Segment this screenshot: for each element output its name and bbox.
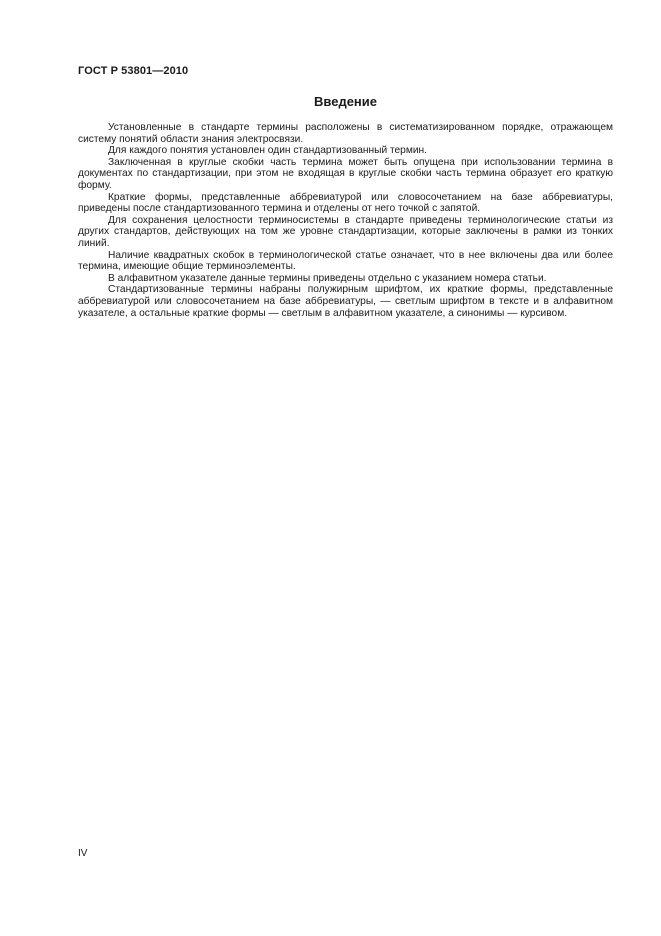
paragraph: В алфавитном указателе данные термины приведены отдельно с указанием номера статьи. <box>108 272 547 284</box>
paragraph: Наличие квадратных скобок в терминологической статье означает, что в нее включены два или более термина, имеющие общие терминоэлементы. <box>78 249 613 273</box>
paragraph: Установленные в стандарте термины расположены в систематизированном порядке, отражающем систему понятий области знания электросвязи. <box>78 122 613 145</box>
section-title: Введение <box>314 94 377 109</box>
paragraph: Стандартизованные термины набраны полужирным шрифтом, их краткие формы, представленные аббревиатурой или словосочетанием на базе аббревиатуры, — светлым шрифтом в тексте и в алфавитном указателе, а остальные краткие формы — светлым в алфавитном указателе, а синонимы — курсивом. <box>78 284 613 319</box>
paragraph: Заключенная в круглые скобки часть термина может быть опущена при использовании термина в документах по стандартизации, при этом не входящая в круглые скобки часть термина образует его краткую форму. <box>78 156 613 191</box>
paragraph: Краткие формы, представленные аббревиатурой или словосочетанием на базе аббревиатуры, приведены после стандартизованного термина и отделены от него точкой с запятой. <box>78 191 613 215</box>
paragraph: Для сохранения целостности терминосистемы в стандарте приведены терминологические статьи из других стандартов, действующих на том же уровне стандартизации, которые заключены в рамки из тонких линий. <box>78 214 613 249</box>
page-number: IV <box>78 848 88 859</box>
document-code: ГОСТ Р 53801—2010 <box>78 65 189 77</box>
body-text <box>78 122 613 319</box>
paragraph: Для каждого понятия установлен один стандартизованный термин. <box>108 145 427 157</box>
